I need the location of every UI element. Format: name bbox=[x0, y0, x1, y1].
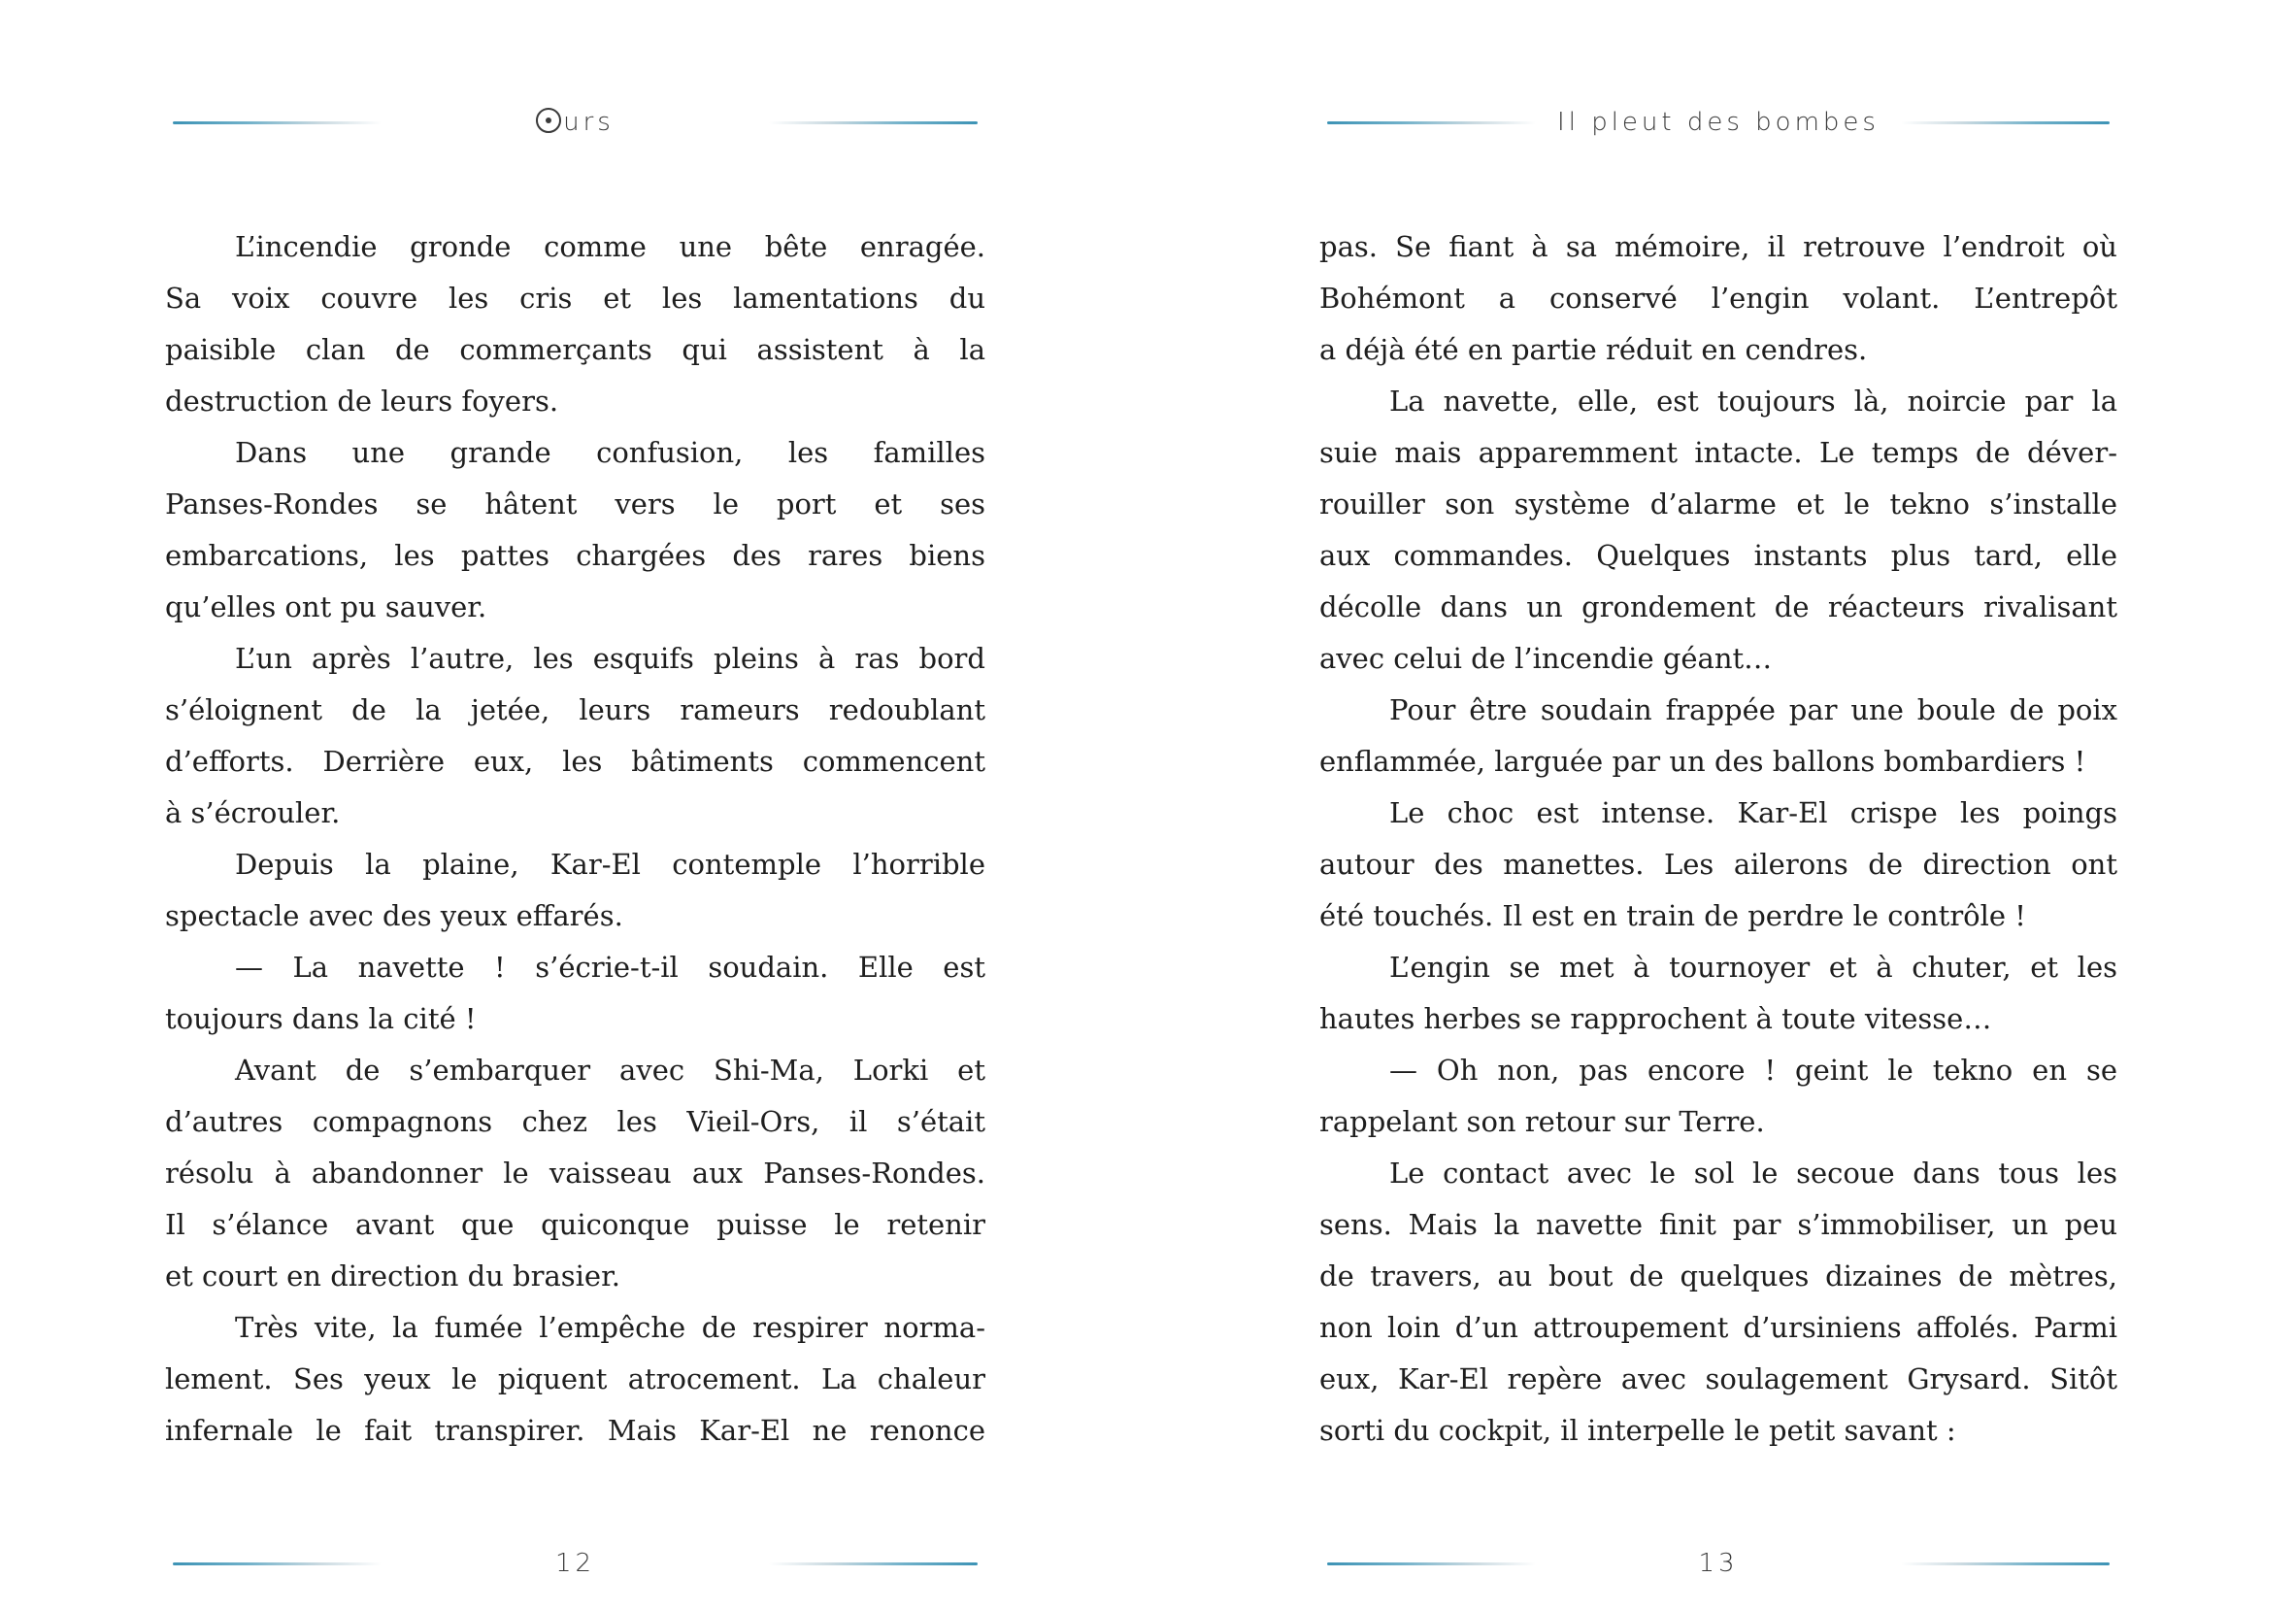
text-line: et court en direction du brasier. bbox=[165, 1259, 620, 1292]
text-line: Il s’élance avant que quiconque puisse le retenir bbox=[165, 1208, 985, 1241]
text-line: rouiller son système d’alarme et le tekno s’installe bbox=[1319, 487, 2117, 520]
right-page-footer bbox=[1319, 1546, 2117, 1581]
text-line: qu’elles ont pu sauver. bbox=[165, 590, 487, 623]
text-line: aux commandes. Quelques instants plus tard, elle bbox=[1319, 539, 2117, 572]
text-line: non loin d’un attroupement d’ursiniens affolés. Parmi bbox=[1319, 1311, 2117, 1344]
chapter-subtitle: Il pleut des bombes bbox=[1557, 108, 1880, 137]
text-line: d’autres compagnons chez les Vieil-Ors, il s’était bbox=[165, 1105, 985, 1138]
left-page-footer bbox=[165, 1546, 985, 1581]
text-line: paisible clan de commerçants qui assistent à la bbox=[165, 333, 985, 366]
text-line: Le choc est intense. Kar-El crispe les poings bbox=[1389, 796, 2117, 829]
text-line: Pour être soudain frappée par une boule de poix bbox=[1389, 693, 2117, 726]
text-line: suie mais apparemment intacte. Le temps de déver- bbox=[1319, 436, 2117, 469]
text-line: a déjà été en partie réduit en cendres. bbox=[1319, 333, 1868, 366]
text-line: La navette, elle, est toujours là, noircie par la bbox=[1389, 385, 2117, 418]
text-line: Dans une grande confusion, les familles bbox=[235, 436, 985, 469]
text-line: Très vite, la fumée l’empêche de respirer norma- bbox=[235, 1311, 985, 1344]
text-line: s’éloignent de la jetée, leurs rameurs redoublant bbox=[165, 693, 985, 726]
text-line: été touchés. Il est en train de perdre le contrôle ! bbox=[1319, 899, 2026, 932]
text-line: toujours dans la cité ! bbox=[165, 1002, 477, 1035]
right-page bbox=[1148, 0, 2296, 1611]
text-line: Le contact avec le sol le secoue dans tous les bbox=[1389, 1157, 2117, 1190]
text-line: Avant de s’embarquer avec Shi-Ma, Lorki et bbox=[235, 1054, 985, 1087]
text-line: spectacle avec des yeux effarés. bbox=[165, 899, 623, 932]
text-line: Panses-Rondes se hâtent vers le port et ses bbox=[165, 487, 985, 520]
footer-rule-right bbox=[1901, 1562, 2110, 1565]
right-page-text bbox=[1319, 221, 2117, 1457]
left-page-text bbox=[165, 221, 985, 1457]
text-line: eux, Kar-El repère avec soulagement Grysard. Sitôt bbox=[1319, 1362, 2117, 1395]
text-line: sens. Mais la navette finit par s’immobiliser, un peu bbox=[1319, 1208, 2117, 1241]
header-rule-right bbox=[1901, 121, 2110, 124]
header-rule-right bbox=[769, 121, 978, 124]
text-line: avec celui de l’incendie géant… bbox=[1319, 642, 1773, 675]
text-line: L’un après l’autre, les esquifs pleins à ras bord bbox=[235, 642, 985, 675]
page-number: 13 bbox=[1698, 1549, 1739, 1578]
text-line: infernale le fait transpirer. Mais Kar-El ne renonce bbox=[165, 1414, 985, 1447]
text-line: Bohémont a conservé l’engin volant. L’entrepôt bbox=[1319, 282, 2117, 315]
text-line: lement. Ses yeux le piquent atrocement. La chaleur bbox=[165, 1362, 985, 1395]
text-line: hautes herbes se rapprochent à toute vitesse… bbox=[1319, 1002, 1992, 1035]
text-line: L’incendie gronde comme une bête enragée. bbox=[235, 230, 985, 263]
footer-rule-right bbox=[769, 1562, 978, 1565]
text-line: à s’écrouler. bbox=[165, 796, 341, 829]
text-line: enflammée, larguée par un des ballons bombardiers ! bbox=[1319, 745, 2086, 778]
text-line: résolu à abandonner le vaisseau aux Panses-Rondes. bbox=[165, 1157, 985, 1190]
text-line: autour des manettes. Les ailerons de direction ont bbox=[1319, 848, 2117, 881]
text-line: L’engin se met à tournoyer et à chuter, et les bbox=[1389, 951, 2117, 984]
left-running-head bbox=[165, 105, 985, 140]
text-line: de travers, au bout de quelques dizaines de mètres, bbox=[1319, 1259, 2117, 1292]
text-line: Sa voix couvre les cris et les lamentations du bbox=[165, 282, 985, 315]
text-line: sorti du cockpit, il interpelle le petit savant : bbox=[1319, 1414, 1956, 1447]
stylized-o-icon bbox=[536, 108, 561, 133]
text-line: pas. Se fiant à sa mémoire, il retrouve l’endroit où bbox=[1319, 230, 2117, 263]
text-line: décolle dans un grondement de réacteurs rivalisant bbox=[1319, 590, 2117, 623]
text-line: — La navette ! s’écrie-t-il soudain. Elle est bbox=[235, 951, 985, 984]
text-line: d’efforts. Derrière eux, les bâtiments commencent bbox=[165, 745, 985, 778]
page-number: 12 bbox=[554, 1549, 596, 1578]
text-line: Depuis la plaine, Kar-El contemple l’horrible bbox=[235, 848, 985, 881]
right-running-head bbox=[1319, 105, 2117, 140]
text-line: destruction de leurs foyers. bbox=[165, 385, 559, 418]
text-line: rappelant son retour sur Terre. bbox=[1319, 1105, 1765, 1138]
text-line: embarcations, les pattes chargées des rares biens bbox=[165, 539, 985, 572]
text-line: — Oh non, pas encore ! geint le tekno en se bbox=[1389, 1054, 2117, 1087]
chapter-title-text: urs bbox=[563, 108, 615, 137]
